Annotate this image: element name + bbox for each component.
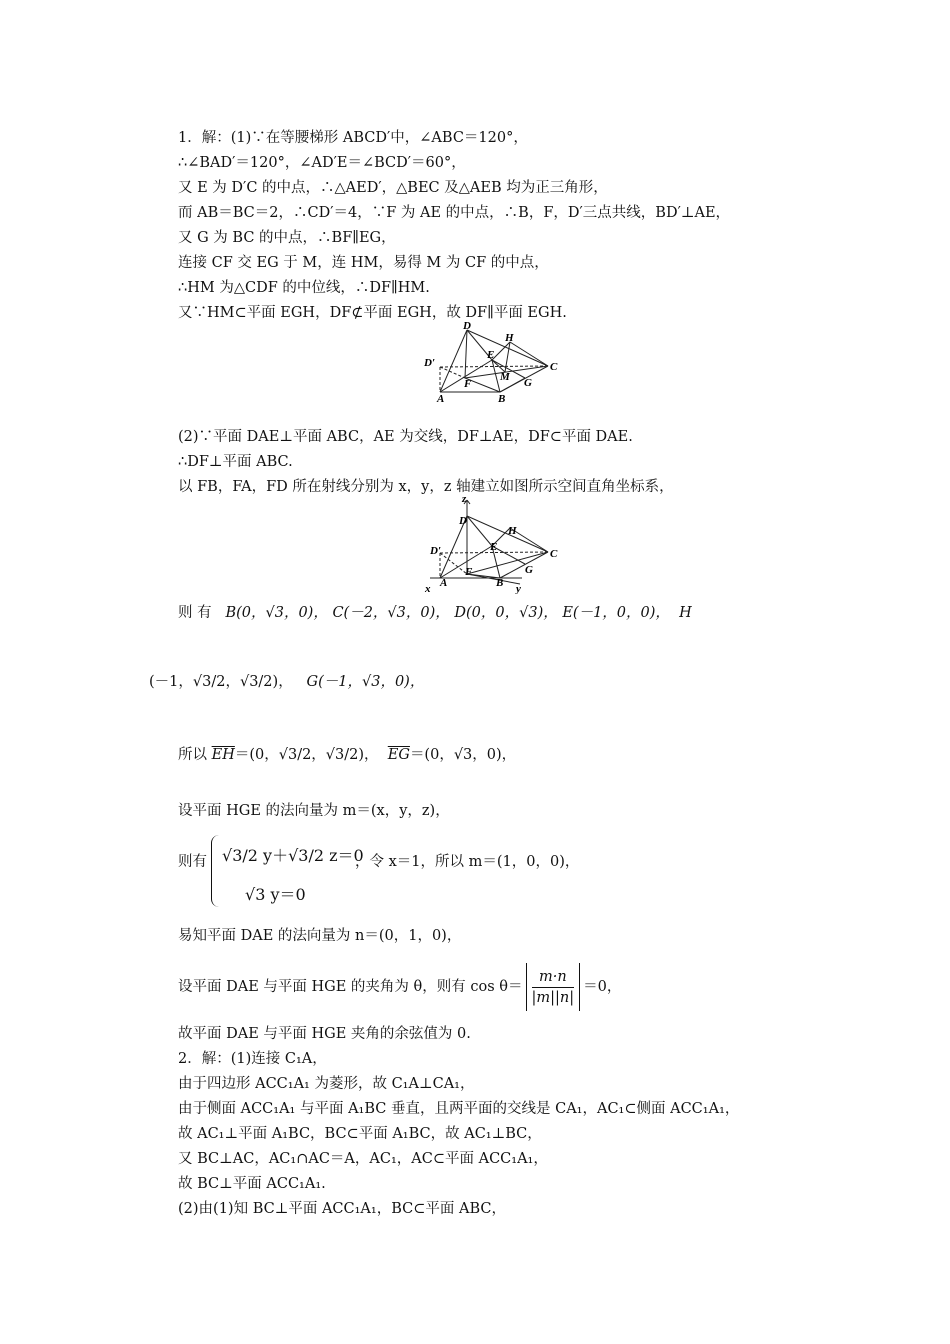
label-E: E [490,541,498,553]
q2-line-2: 由于四边形 ACC₁A₁ 为菱形，故 C₁A⊥CA₁， [178,1076,475,1092]
label-z: z [462,494,467,505]
system-brace [211,835,222,907]
coord-H-label: H [679,605,692,621]
q1-part2-line-1: (2)∵平面 DAE⊥平面 ABC，AE 为交线，DF⊥AE，DF⊂平面 DAE. [178,429,633,445]
cos-numerator: m·n [538,968,567,985]
coord-G: G(－1，√3，0)， [306,674,425,690]
q1-part2-line-2: ∴DF⊥平面 ABC. [178,454,293,470]
label-D-prime: D′ [424,357,436,369]
label-M: M [500,371,510,383]
coord-D: D(0，0，√3)， [454,605,558,621]
conclusion-line: 故平面 DAE 与平面 HGE 夹角的余弦值为 0. [178,1026,471,1042]
vector-EG-value: ＝(0，√3，0)， [409,747,517,763]
q1-line-3: 又 E 为 D′C 的中点，∴△AED′，△BEC 及△AEB 均为正三角形， [178,180,608,196]
q1-line-7: ∴HM 为△CDF 的中位线，∴DF∥HM. [178,280,430,296]
cos-line [178,963,621,1011]
label-H: H [508,525,517,537]
q1-line-6: 连接 CF 交 EG 于 M，连 HM，易得 M 为 CF 的中点， [178,255,549,271]
label-A: A [437,393,445,404]
label-B: B [498,393,506,404]
label-D: D [463,320,471,332]
label-D-prime: D′ [430,545,442,557]
system-suffix: ，令 x＝1，所以 m＝(1，0，0)， [355,854,580,870]
label-A: A [440,577,448,589]
cos-fraction [532,967,575,1008]
coords-line-1 [178,603,692,623]
coord-B: B(0，√3，0)， [225,605,328,621]
q2-line-6: 故 BC⊥平面 ACC₁A₁. [178,1176,326,1192]
q2-line-5: 又 BC⊥AC，AC₁∩AC＝A，AC₁，AC⊂平面 ACC₁A₁， [178,1151,548,1167]
coord-E: E(－1，0，0)， [562,605,670,621]
system-eq-1: √3/2 y＋√3/2 z＝0 [222,846,364,865]
cos-prefix: 设平面 DAE 与平面 HGE 的夹角为 θ，则有 cos θ＝ [178,979,523,995]
q2-line-1: 2．解：(1)连接 C₁A， [178,1051,327,1067]
q1-line-5: 又 G 为 BC 的中点，∴BF∥EG， [178,230,396,246]
cos-suffix: ＝0， [583,979,622,995]
label-C: C [550,548,558,560]
vectors-prefix: 所以 [178,747,207,763]
coords-line-2 [149,672,424,692]
label-G: G [524,377,532,389]
coord-H: (－1，√3/2，√3/2)， [149,674,293,690]
q1-line-8: 又∵HM⊂平面 EGH，DF⊄平面 EGH，故 DF∥平面 EGH. [178,305,567,321]
coords-lead: 则 有 [178,605,212,621]
q1-line-4: 而 AB＝BC＝2，∴CD′＝4，∵F 为 AE 的中点，∴B，F，D′三点共线，BD′⊥AE， [178,205,731,221]
label-x: x [425,583,431,594]
q1-line-2: ∴∠BAD′＝120°，∠AD′E＝∠BCD′＝60°， [178,155,466,171]
q2-line-3: 由于侧面 ACC₁A₁ 与平面 A₁BC 垂直，且两平面的交线是 CA₁，AC₁⊂侧面 ACC₁A₁， [178,1101,740,1117]
label-F: F [464,378,472,390]
vector-EG: $\overline{EG}$ [387,747,410,763]
coord-C: C(－2，√3，0)， [332,605,450,621]
vector-EH-value: ＝(0，√3/2，√3/2)， [234,747,379,763]
q1-line-1: 1．解：(1)∵在等腰梯形 ABCD′中，∠ABC＝120°， [178,130,528,146]
cos-denominator: |m||n| [531,989,575,1006]
label-D: D [459,515,467,527]
label-y: y [516,583,521,594]
normal-m-line: 设平面 HGE 的法向量为 m＝(x，y，z)， [178,803,450,819]
label-F: F [465,566,473,578]
system-prefix: 则有 [178,854,207,870]
figure-trapezoid-1 [420,320,570,408]
label-H: H [505,332,514,344]
vectors-line [178,745,516,765]
label-C: C [550,361,558,373]
figure-coordinate-system [420,494,570,598]
label-E: E [487,349,495,361]
system-eq-2: √3 y＝0 [245,885,306,904]
q1-part2-line-3: 以 FB，FA，FD 所在射线分别为 x，y，z 轴建立如图所示空间直角坐标系， [178,479,674,495]
label-G: G [525,564,533,576]
label-B: B [496,577,504,589]
normal-n-line: 易知平面 DAE 的法向量为 n＝(0，1，0)， [178,928,462,944]
q2-line-7: (2)由(1)知 BC⊥平面 ACC₁A₁，BC⊂平面 ABC， [178,1201,506,1217]
vector-EH: $\overline{EH}$ [211,747,235,763]
q2-line-4: 故 AC₁⊥平面 A₁BC，BC⊂平面 A₁BC，故 AC₁⊥BC， [178,1126,542,1142]
